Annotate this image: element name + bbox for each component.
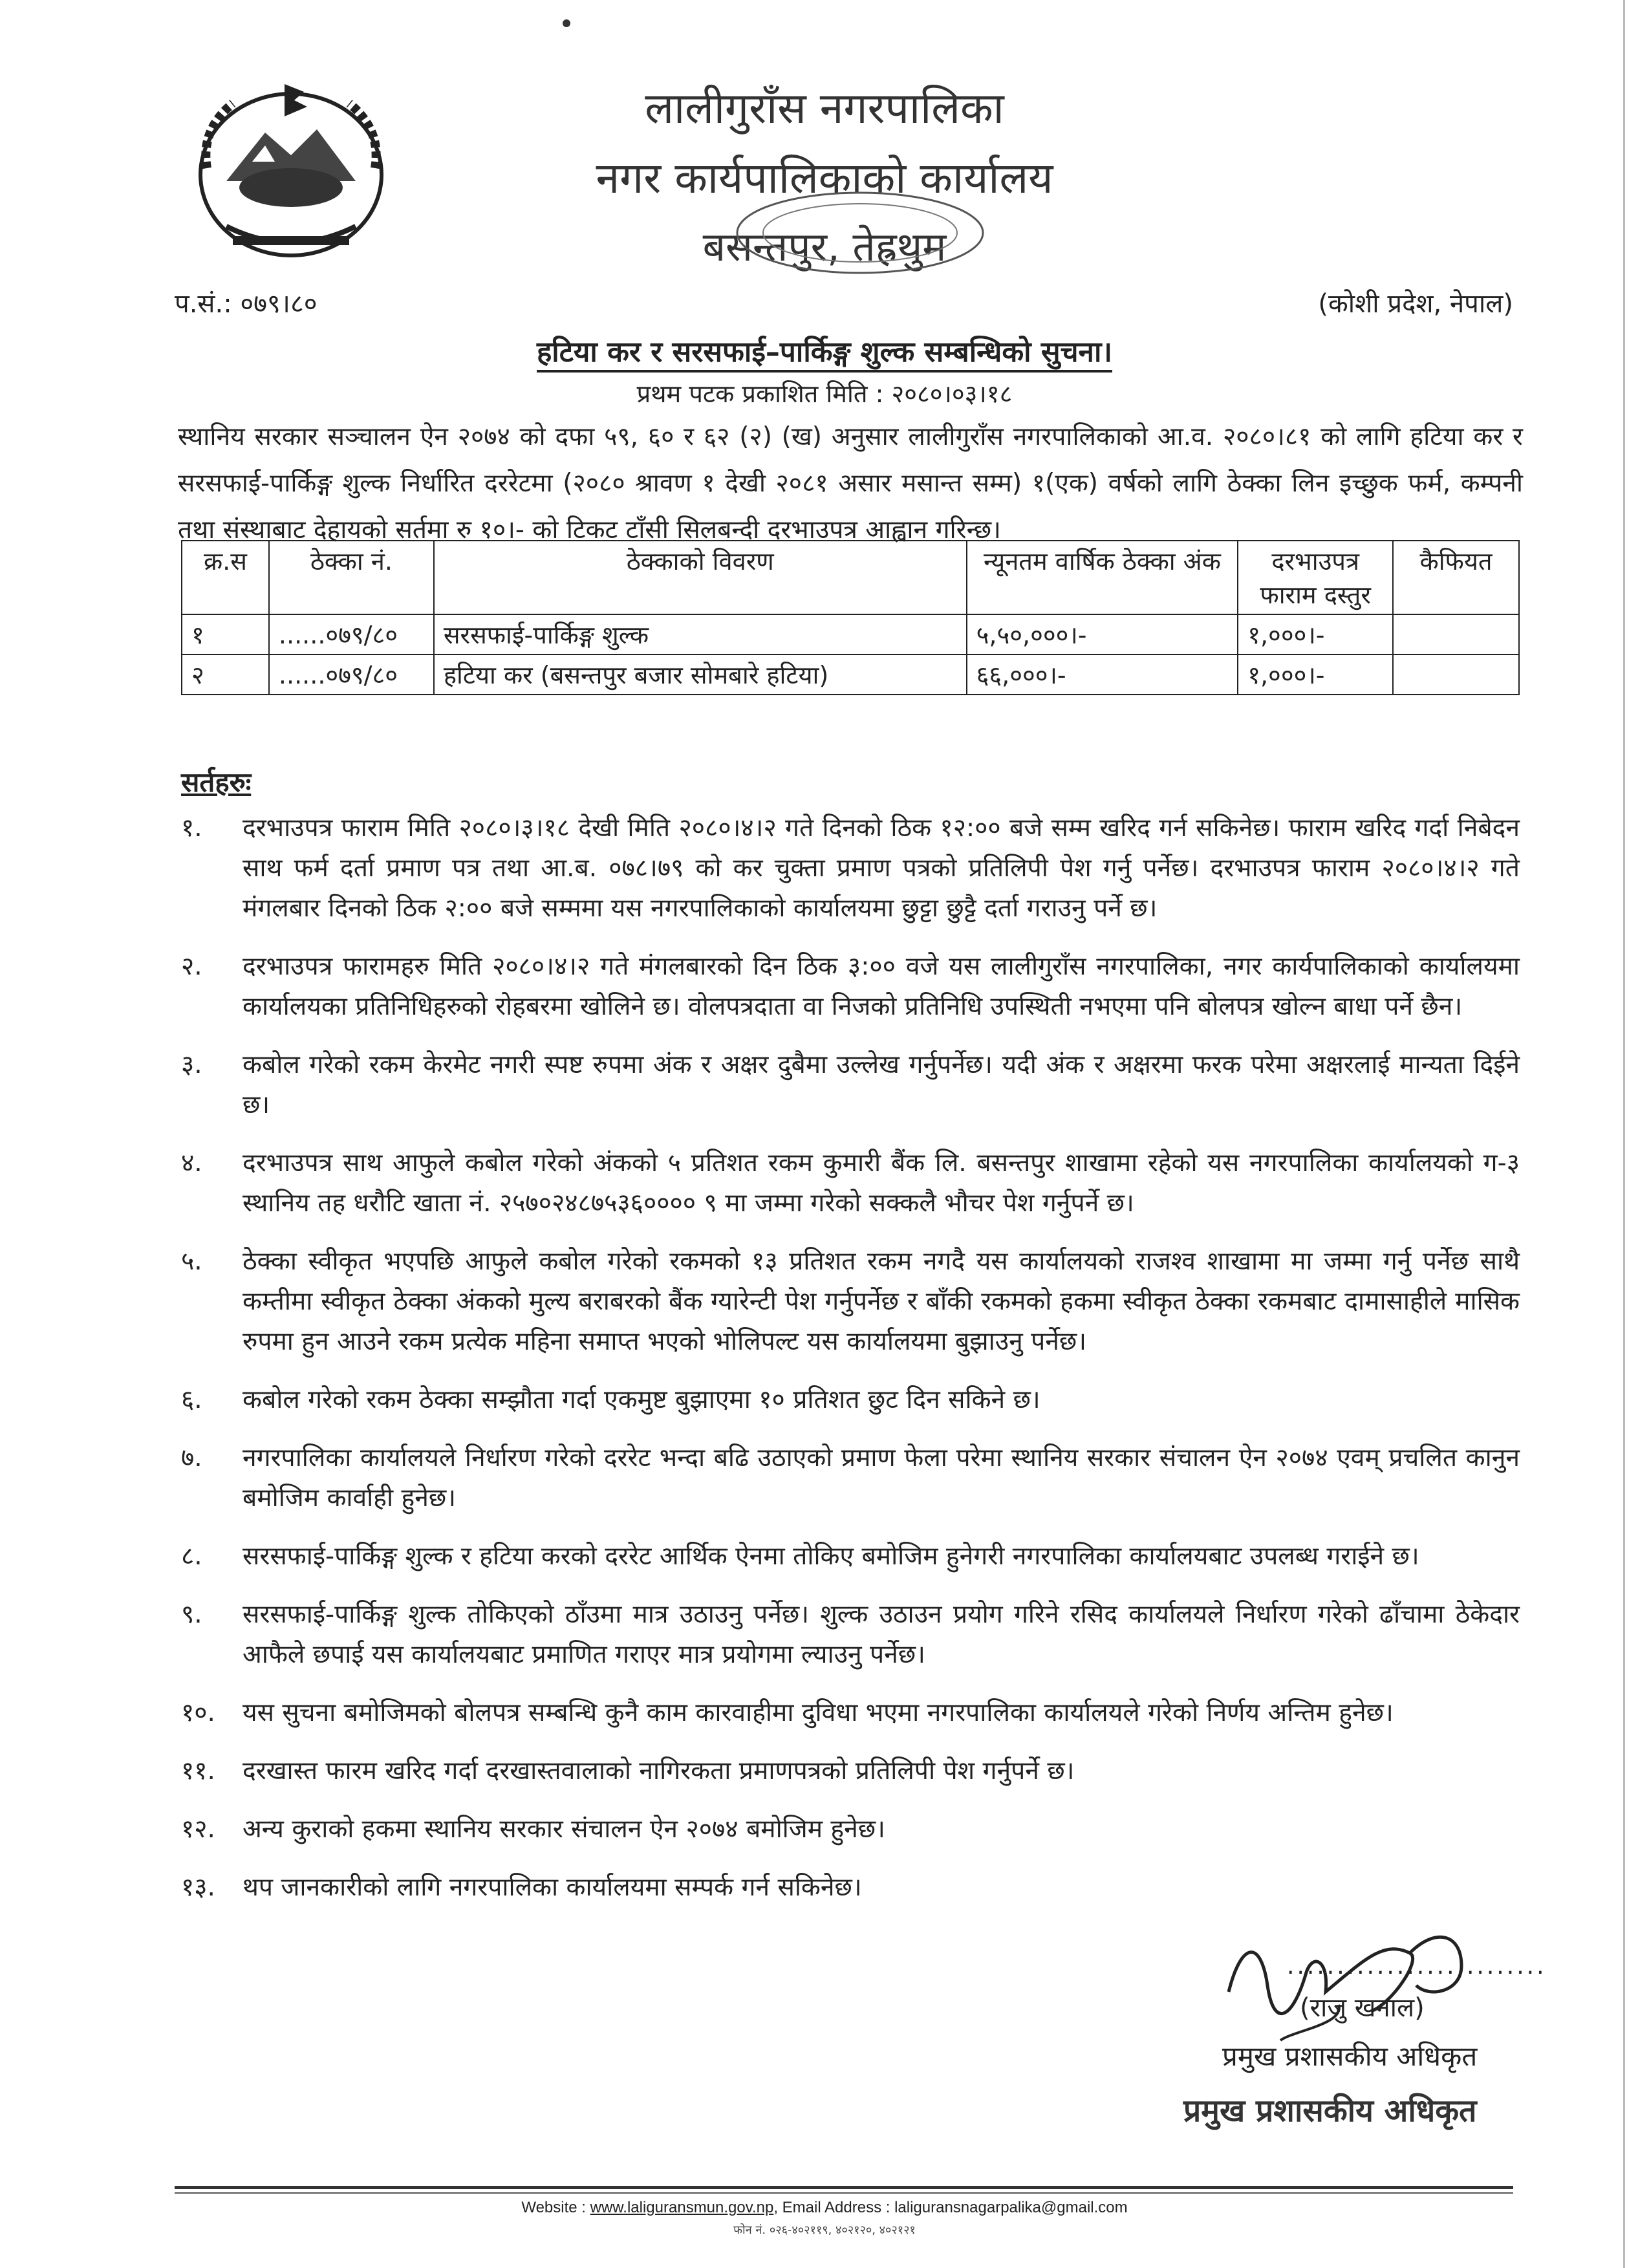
condition-text: दरखास्त फारम खरिद गर्दा दरखास्तवालाको नागिरकता प्रमाणपत्रको प्रतिलिपी पेश गर्नुपर्ने छ। bbox=[242, 1756, 1075, 1786]
reference-number: प.सं.: ०७९।८० bbox=[175, 289, 318, 319]
condition-text: कबोल गरेको रकम केरमेट नगरी स्पष्ट रुपमा अंक र अक्षर दुबैमा उल्लेख गर्नुपर्नेछ। यदी अंक र अक्षरमा फरक परेमा अक्षरलाई मान्यता दिईने छ। bbox=[242, 1050, 1520, 1119]
table-cell: ५,५०,०००।- bbox=[967, 614, 1238, 654]
speck bbox=[563, 19, 570, 27]
conditions-list bbox=[181, 808, 1520, 1926]
website-link[interactable]: www.laliguransmun.gov.np bbox=[590, 2199, 774, 2216]
municipality-name: लालीगुराँस नगरपालिका bbox=[645, 83, 1004, 133]
signatory-name: (राजु खनाल) bbox=[1300, 1993, 1425, 2023]
table-cell: १ bbox=[182, 614, 269, 654]
table-cell: ......०७९/८० bbox=[269, 614, 434, 654]
first-published-date: प्रथम पटक प्रकाशित मिति : २०८०।०३।१८ bbox=[636, 380, 1013, 408]
condition-item bbox=[181, 1380, 1520, 1420]
condition-text: नगरपालिका कार्यालयले निर्धारण गरेको दररेट भन्दा बढि उठाएको प्रमाण फेला परेमा स्थानिय सरकार संचालन ऐन २०७४ एवम् प्रचलित कानुन बमोजिम कार्वाही हुनेछ। bbox=[242, 1443, 1520, 1513]
condition-text: सरसफाई-पार्किङ्ग शुल्क र हटिया करको दररेट आर्थिक ऐनमा तोकिए बमोजिम हुनेगरी नगरपालिका कार्यालयबाट उपलब्ध गराईने छ। bbox=[242, 1542, 1419, 1571]
condition-text: कबोल गरेको रकम ठेक्का सम्झौता गर्दा एकमुष्ट बुझाएमा १० प्रतिशत छुट दिन सकिने छ। bbox=[242, 1385, 1040, 1414]
tender-table bbox=[181, 540, 1520, 695]
condition-number: ८. bbox=[181, 1542, 202, 1571]
footer-divider bbox=[175, 2186, 1513, 2189]
condition-item bbox=[181, 1438, 1520, 1518]
table-row bbox=[182, 654, 1519, 695]
condition-number: १३. bbox=[181, 1873, 215, 1902]
table-cell: ......०७९/८० bbox=[269, 654, 434, 695]
table-cell: २ bbox=[182, 654, 269, 695]
footer-contact bbox=[0, 2199, 1649, 2217]
table-cell: ६६,०००।- bbox=[967, 654, 1238, 695]
notice-title: हटिया कर र सरसफाई–पार्किङ्ग शुल्क सम्बन्धिको सुचना। bbox=[0, 331, 1649, 370]
signatory-title: प्रमुख प्रशासकीय अधिकृत bbox=[1222, 2040, 1478, 2072]
condition-number: १. bbox=[181, 814, 202, 843]
condition-number: ३. bbox=[181, 1050, 202, 1079]
footer-divider-thin bbox=[175, 2192, 1513, 2194]
condition-number: ४. bbox=[181, 1149, 202, 1178]
table-header-row bbox=[182, 541, 1519, 614]
office-name: नगर कार्यपालिकाको कार्यालय bbox=[596, 153, 1053, 203]
condition-item bbox=[181, 947, 1520, 1027]
col-header-form-fee: दरभाउपत्र फाराम दस्तुर bbox=[1238, 541, 1393, 614]
condition-item bbox=[181, 1537, 1520, 1577]
condition-text: दरभाउपत्र फारामहरु मिति २०८०।४।२ गते मंगलबारको दिन ठिक ३:०० वजे यस लालीगुराँस नगरपालिका, नगर कार्यपालिकाको कार्यालयमा कार्यालयका प्रतिनिधिहरुको रोहबरमा खोलिने छ। वोलपत्रदाता वा निजको प्रतिनिधि उपस्थिती नभएमा पनि बोलपत्र खोल्न बाधा पर्ने छैन। bbox=[242, 952, 1520, 1021]
col-header-sn: क्र.स bbox=[182, 541, 269, 614]
condition-number: १०. bbox=[181, 1698, 215, 1727]
condition-text: दरभाउपत्र साथ आफुले कबोल गरेको अंकको ५ प्रतिशत रकम कुमारी बैंक लि. बसन्तपुर शाखामा रहेको यस नगरपालिका कार्यालयको ग-३ स्थानिय तह धरौटि खाता नं. २५७०२४८७५३६०००० ९ मा जम्मा गरेको सक्कलै भौचर पेश गर्नुपर्ने छ। bbox=[242, 1149, 1520, 1218]
condition-text: थप जानकारीको लागि नगरपालिका कार्यालयमा सम्पर्क गर्न सकिनेछ। bbox=[242, 1873, 862, 1902]
col-header-min-amount: न्यूनतम वार्षिक ठेक्का अंक bbox=[967, 541, 1238, 614]
condition-item bbox=[181, 1868, 1520, 1908]
table-cell bbox=[1393, 614, 1519, 654]
email-label: , Email Address : bbox=[773, 2199, 895, 2216]
table-cell: १,०००।- bbox=[1238, 654, 1393, 695]
condition-item bbox=[181, 1693, 1520, 1733]
condition-number: ७. bbox=[181, 1443, 202, 1473]
office-location: बसन्तपुर, तेह्रथुम bbox=[702, 223, 947, 270]
condition-item bbox=[181, 1809, 1520, 1850]
condition-item bbox=[181, 808, 1520, 929]
condition-item bbox=[181, 1045, 1520, 1125]
email-address[interactable]: laliguransnagarpalika@gmail.com bbox=[894, 2199, 1128, 2216]
condition-number: १२. bbox=[181, 1815, 215, 1844]
table-row bbox=[182, 614, 1519, 654]
condition-number: ६. bbox=[181, 1385, 202, 1414]
col-header-contract-no: ठेक्का नं. bbox=[269, 541, 434, 614]
table-cell: १,०००।- bbox=[1238, 614, 1393, 654]
notice-intro: स्थानिय सरकार सञ्चालन ऐन २०७४ को दफा ५९, ६० र ६२ (२) (ख) अनुसार लालीगुराँस नगरपालिकाको आ.व. २०८०।८१ को लागि हटिया कर र सरसफाई-पार्किङ्ग शुल्क निर्धारित दररेटमा (२०८० श्रावण १ देखी २०८१ असार मसान्त सम्म) १(एक) वर्षको लागि ठेक्का लिन इच्छुक फर्म, कम्पनी तथा संस्थाबाट देहायको सर्तमा रु १०।- को टिकट टाँसी सिलबन्दी दरभाउपत्र आह्वान गरिन्छ। bbox=[178, 422, 1523, 545]
table-cell: सरसफाई-पार्किङ्ग शुल्क bbox=[434, 614, 967, 654]
province-label: (कोशी प्रदेश, नेपाल) bbox=[1318, 289, 1513, 319]
condition-item bbox=[181, 1751, 1520, 1791]
table-cell: हटिया कर (बसन्तपुर बजार सोमबारे हटिया) bbox=[434, 654, 967, 695]
condition-number: ११. bbox=[181, 1756, 215, 1786]
condition-text: सरसफाई-पार्किङ्ग शुल्क तोकिएको ठाँउमा मात्र उठाउनु पर्नेछ। शुल्क उठाउन प्रयोग गरिने रसिद कार्यालयले निर्धारण गरेको ढाँचामा ठेकेदार आफैले छपाई यस कार्यालयबाट प्रमाणित गराएर मात्र प्रयोगमा ल्याउनु पर्नेछ। bbox=[242, 1600, 1520, 1669]
condition-text: ठेक्का स्वीकृत भएपछि आफुले कबोल गरेको रकमको १३ प्रतिशत रकम नगदै यस कार्यालयको राजश्व शाखामा मा जम्मा गर्नु पर्नेछ साथै कम्तीमा स्वीकृत ठेक्का अंकको मुल्य बराबरको बैंक ग्यारेन्टी पेश गर्नुपर्नेछ र बाँकी रकमको हकमा स्वीकृत ठेक्का रकमबाट दामासाहीले मासिक रुपमा हुन आउने रकम प्रत्येक महिना समाप्त भएको भोलिपल्ट यस कार्यालयमा बुझाउनु पर्नेछ। bbox=[242, 1247, 1520, 1356]
condition-item bbox=[181, 1143, 1520, 1224]
condition-number: ९. bbox=[181, 1600, 202, 1629]
conditions-heading: सर्तहरुः bbox=[181, 766, 252, 798]
condition-number: २. bbox=[181, 952, 202, 981]
condition-text: दरभाउपत्र फाराम मिति २०८०।३।१८ देखी मिति २०८०।४।२ गते दिनको ठिक १२:०० बजे सम्म खरिद गर्न सकिनेछ। फाराम खरिद गर्दा निबेदन साथ फर्म दर्ता प्रमाण पत्र तथा आ.ब. ०७८।७९ को कर चुक्ता प्रमाण पत्रको प्रतिलिपी पेश गर्नु पर्नेछ। दरभाउपत्र फाराम २०८०।४।२ गते मंगलबार दिनको ठिक २:०० बजे सम्ममा यस नगरपालिकाको कार्यालयमा छुट्टा छुट्टै दर्ता गराउनु पर्ने छ। bbox=[242, 814, 1520, 923]
condition-item bbox=[181, 1595, 1520, 1675]
designation-stamp: प्रमुख प्रशासकीय अधिकृत bbox=[1183, 2093, 1477, 2129]
footer-phone: फोन नं. ०२६-४०२११९, ४०२१२०, ४०२१२१ bbox=[733, 2223, 916, 2237]
condition-item bbox=[181, 1242, 1520, 1362]
col-header-description: ठेक्काको विवरण bbox=[434, 541, 967, 614]
condition-text: यस सुचना बमोजिमको बोलपत्र सम्बन्धि कुनै काम कारवाहीमा दुविधा भएमा नगरपालिका कार्यालयले गरेको निर्णय अन्तिम हुनेछ। bbox=[242, 1698, 1394, 1727]
office-stamp-icon bbox=[724, 188, 996, 278]
table-cell bbox=[1393, 654, 1519, 695]
website-label: Website : bbox=[521, 2199, 590, 2216]
signature-line: .......................... bbox=[1287, 1953, 1547, 1980]
condition-number: ५. bbox=[181, 1247, 202, 1276]
col-header-remarks: कैफियत bbox=[1393, 541, 1519, 614]
condition-text: अन्य कुराको हकमा स्थानिय सरकार संचालन ऐन २०७४ बमोजिम हुनेछ। bbox=[242, 1815, 885, 1844]
